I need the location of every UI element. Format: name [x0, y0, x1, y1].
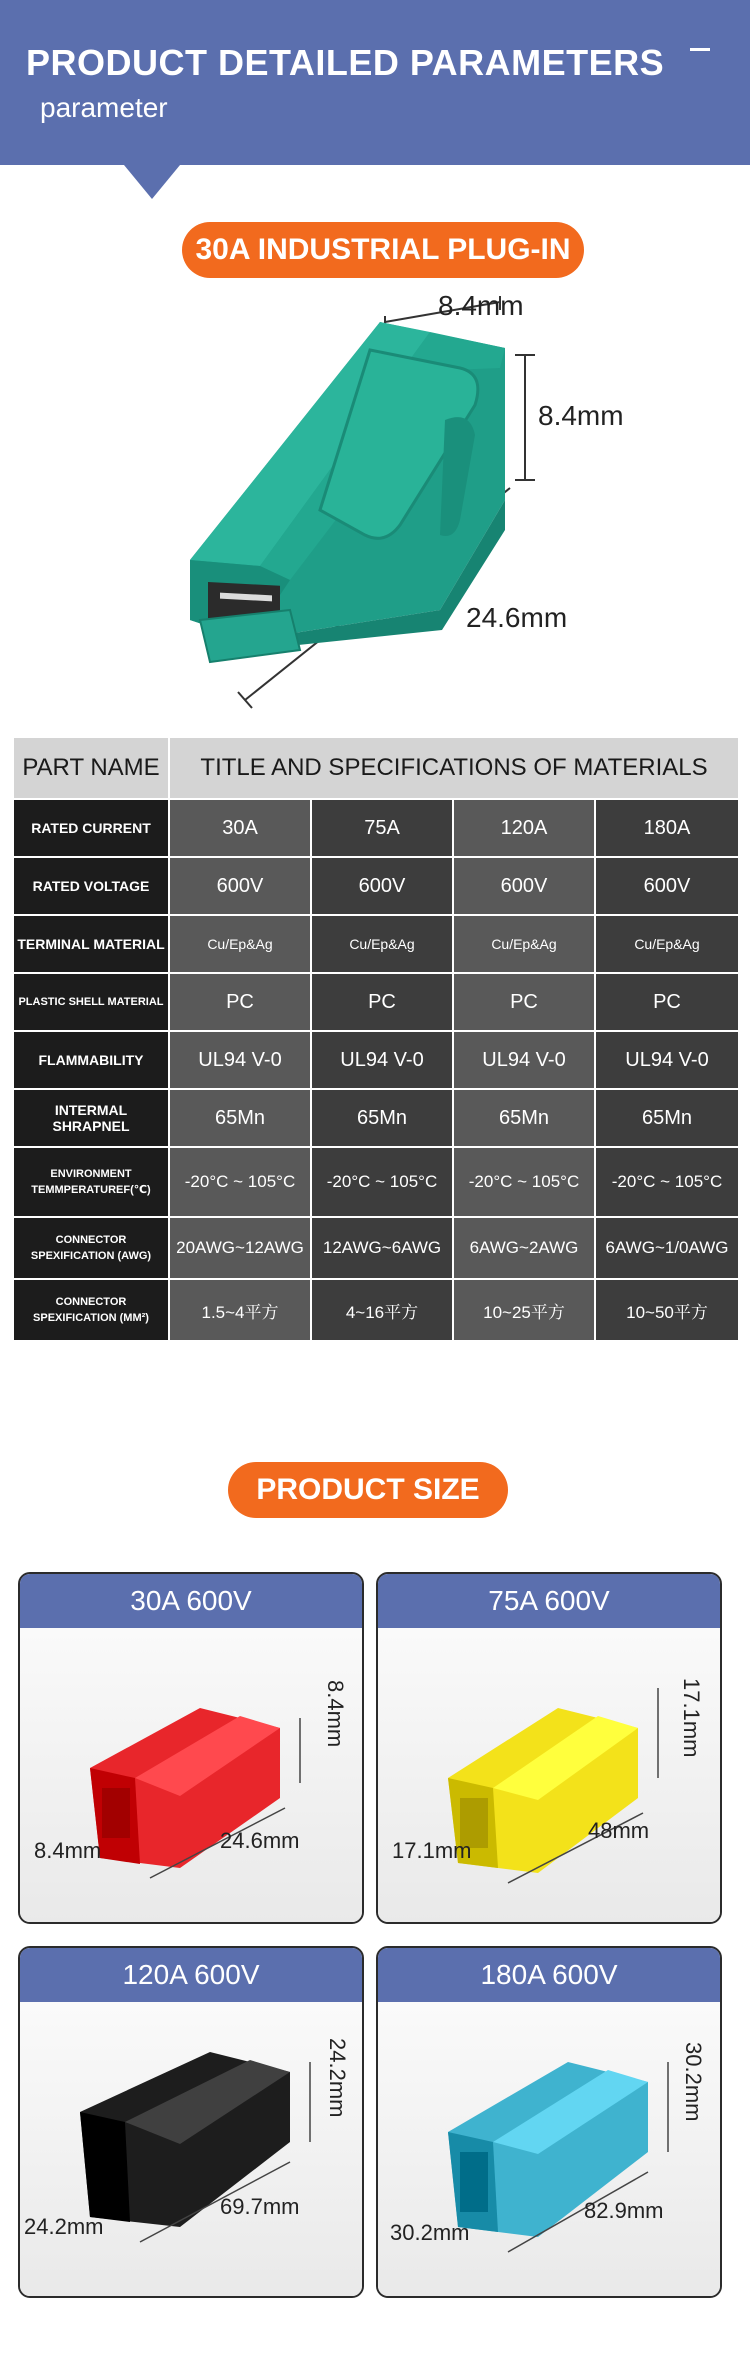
table-row — [13, 915, 739, 973]
table-cell: 600V — [311, 857, 453, 915]
table-cell: UL94 V-0 — [595, 1031, 739, 1089]
table-cell: 65Mn — [453, 1089, 595, 1147]
table-cell: 30A — [169, 799, 311, 857]
table-cell: PC — [311, 973, 453, 1031]
section-pill-industrial-plug: 30A INDUSTRIAL PLUG-IN — [182, 222, 584, 278]
card-height-label: 30.2mm — [681, 2042, 706, 2122]
card-length-label: 82.9mm — [584, 2198, 664, 2223]
table-cell: 65Mn — [311, 1089, 453, 1147]
table-cell: 65Mn — [595, 1089, 739, 1147]
page-title: PRODUCT DETAILED PARAMETERS — [26, 42, 665, 83]
header-spec: TITLE AND SPECIFICATIONS OF MATERIALS — [169, 737, 739, 799]
table-cell: 600V — [169, 857, 311, 915]
table-cell: 1.5~4平方 — [169, 1279, 311, 1341]
table-cell: 6AWG~1/0AWG — [595, 1217, 739, 1279]
table-row — [13, 799, 739, 857]
header-banner — [0, 0, 750, 165]
card-title: 30A 600V — [20, 1574, 362, 1628]
row-label: RATED VOLTAGE — [13, 857, 169, 915]
table-cell: 10~25平方 — [453, 1279, 595, 1341]
table-cell: UL94 V-0 — [169, 1031, 311, 1089]
table-cell: UL94 V-0 — [453, 1031, 595, 1089]
table-row — [13, 1089, 739, 1147]
table-cell: -20°C ~ 105°C — [169, 1147, 311, 1217]
hero-connector-image — [170, 290, 640, 730]
dim-top-label: 8.4mm — [438, 290, 524, 321]
table-cell: 600V — [453, 857, 595, 915]
table-row — [13, 1147, 739, 1217]
table-cell: -20°C ~ 105°C — [453, 1147, 595, 1217]
table-cell: 4~16平方 — [311, 1279, 453, 1341]
table-cell: -20°C ~ 105°C — [595, 1147, 739, 1217]
card-title: 120A 600V — [20, 1948, 362, 2002]
card-title: 75A 600V — [378, 1574, 720, 1628]
dim-side-label: 8.4mm — [538, 400, 624, 431]
table-cell: Cu/Ep&Ag — [311, 915, 453, 973]
size-card-30a — [18, 1572, 364, 1924]
row-label: FLAMMABILITY — [13, 1031, 169, 1089]
minus-icon[interactable] — [690, 48, 710, 51]
table-cell: Cu/Ep&Ag — [453, 915, 595, 973]
card-width-label: 24.2mm — [24, 2214, 104, 2239]
table-cell: PC — [595, 973, 739, 1031]
card-width-label: 30.2mm — [390, 2220, 470, 2245]
connector-shape — [448, 1708, 638, 1873]
table-cell: 65Mn — [169, 1089, 311, 1147]
table-cell: 10~50平方 — [595, 1279, 739, 1341]
size-card-120a — [18, 1946, 364, 2298]
row-label: RATED CURRENT — [13, 799, 169, 857]
card-length-label: 48mm — [588, 1818, 650, 1843]
size-card-180a — [376, 1946, 722, 2298]
card-width-label: 17.1mm — [392, 1838, 472, 1863]
row-label: TERMINAL MATERIAL — [13, 915, 169, 973]
table-cell: PC — [453, 973, 595, 1031]
card-width-label: 8.4mm — [34, 1838, 102, 1863]
table-cell: 180A — [595, 799, 739, 857]
card-length-label: 24.6mm — [220, 1828, 300, 1853]
connector-icon — [20, 1628, 362, 1924]
page-subtitle: parameter — [40, 92, 168, 123]
card-height-label: 8.4mm — [323, 1680, 348, 1748]
table-cell: 75A — [311, 799, 453, 857]
row-label: CONNECTOR SPEXIFICATION (AWG) — [13, 1217, 169, 1279]
row-label: CONNECTOR SPEXIFICATION (MM²) — [13, 1279, 169, 1341]
table-row — [13, 857, 739, 915]
section-pill-product-size: PRODUCT SIZE — [228, 1462, 508, 1518]
table-cell: 12AWG~6AWG — [311, 1217, 453, 1279]
dim-length-label: 24.6mm — [466, 602, 568, 633]
header-part-name: PART NAME — [13, 737, 169, 799]
card-title: 180A 600V — [378, 1948, 720, 2002]
table-cell: -20°C ~ 105°C — [311, 1147, 453, 1217]
size-card-75a — [376, 1572, 722, 1924]
table-cell: 6AWG~2AWG — [453, 1217, 595, 1279]
row-label: ENVIRONMENT TEMMPERATUREF(℃) — [13, 1147, 169, 1217]
connector-icon — [378, 2002, 720, 2298]
card-length-label: 69.7mm — [220, 2194, 300, 2219]
row-label: INTERMAL SHRAPNEL — [13, 1089, 169, 1147]
card-height-label: 24.2mm — [325, 2038, 350, 2118]
card-height-label: 17.1mm — [679, 1678, 704, 1758]
table-header-row — [13, 737, 739, 799]
header-pointer — [124, 165, 180, 199]
table-cell: Cu/Ep&Ag — [595, 915, 739, 973]
row-label: PLASTIC SHELL MATERIAL — [13, 973, 169, 1031]
table-cell: 600V — [595, 857, 739, 915]
table-cell: Cu/Ep&Ag — [169, 915, 311, 973]
table-row — [13, 973, 739, 1031]
table-row — [13, 1031, 739, 1089]
table-cell: PC — [169, 973, 311, 1031]
table-row — [13, 1279, 739, 1341]
connector-icon — [20, 2002, 362, 2298]
table-cell: 20AWG~12AWG — [169, 1217, 311, 1279]
table-row — [13, 1217, 739, 1279]
spec-table — [12, 736, 740, 1342]
table-cell: UL94 V-0 — [311, 1031, 453, 1089]
connector-icon — [378, 1628, 720, 1924]
teal-connector-icon — [170, 290, 640, 730]
table-cell: 120A — [453, 799, 595, 857]
